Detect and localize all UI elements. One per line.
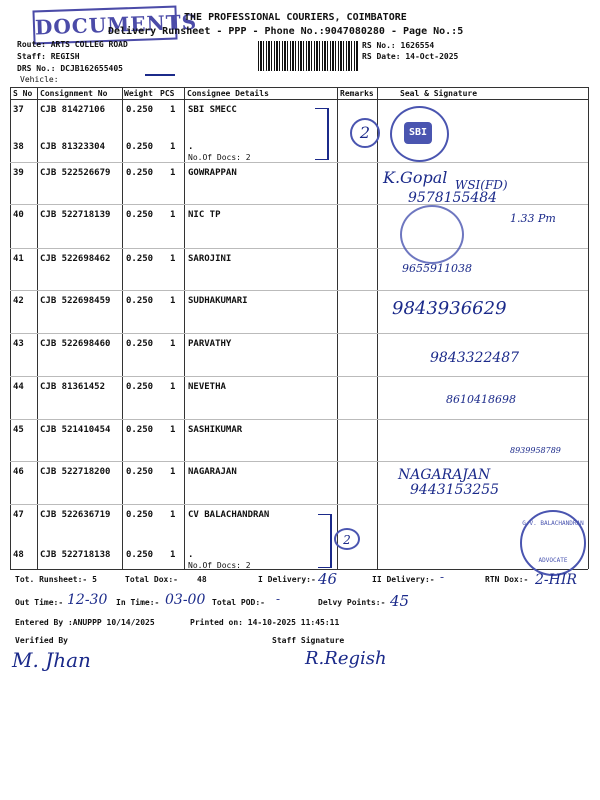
sig-43: 9843322487 <box>430 350 520 366</box>
row-consignment: CJB 521410454 <box>40 425 111 435</box>
row-sno: 37 <box>13 105 24 115</box>
row-consignee: NAGARAJAN <box>188 467 237 477</box>
row-weight: 0.250 <box>126 168 154 178</box>
row-weight: 0.250 <box>126 510 154 520</box>
row-separator <box>10 248 588 249</box>
sig-39-phone: 9578155484 <box>408 190 498 206</box>
ii-delivery-value: - <box>440 570 445 584</box>
row-weight: 0.250 <box>126 105 154 115</box>
runsheet-title: Delivery Runsheet - PPP - Phone No.:9047080280 - Page No.:5 <box>108 26 464 37</box>
row-consignment: CJB 81427106 <box>40 105 106 115</box>
row-sno: 47 <box>13 510 24 520</box>
row-weight: 0.250 <box>126 142 154 152</box>
remark-circle-2: 2 <box>334 528 360 550</box>
row-consignee: . <box>188 550 194 560</box>
row-weight: 0.250 <box>126 254 154 264</box>
row-weight: 0.250 <box>126 210 154 220</box>
row-sno: 45 <box>13 425 24 435</box>
row-consignment: CJB 522718200 <box>40 467 111 477</box>
row-sno: 40 <box>13 210 24 220</box>
row-separator <box>10 461 588 462</box>
row-separator <box>10 376 588 377</box>
row-consignment: CJB 522718138 <box>40 550 111 560</box>
printed-on: Printed on: 14-10-2025 11:45:11 <box>190 618 340 627</box>
row-consignment: CJB 522698460 <box>40 339 111 349</box>
row-pcs: 1 <box>170 382 176 392</box>
in-time-label: In Time:- <box>116 598 160 607</box>
delvy-points-value: 45 <box>390 592 410 610</box>
rtn-dox-value: 2-HIR <box>535 572 577 588</box>
row-consignee: SASHIKUMAR <box>188 425 243 435</box>
company-name: THE PROFESSIONAL COURIERS, COIMBATORE <box>184 12 407 23</box>
out-time-label: Out Time:- <box>15 598 64 607</box>
total-dox-value: 48 <box>197 575 207 584</box>
sig-40-time: 1.33 Pm <box>510 212 556 225</box>
i-delivery-value: 46 <box>318 570 338 588</box>
out-time-value: 12-30 <box>67 592 108 608</box>
verified-by: Verified By <box>15 636 68 645</box>
row-consignment: CJB 522698459 <box>40 296 111 306</box>
staff: Staff: REGISH <box>17 52 80 61</box>
sig-39-name: K.Gopal <box>383 168 448 187</box>
sig-41: 9655911038 <box>402 262 472 275</box>
rtn-dox-label: RTN Dox:- <box>485 575 529 584</box>
row-consignee: PARVATHY <box>188 339 232 349</box>
staff-signature-label: Staff Signature <box>272 636 345 645</box>
drs-no: DRS No.: DCJB162655405 <box>17 64 123 73</box>
col-sno: S No <box>13 89 33 98</box>
row-consignee: SUDHAKUMARI <box>188 296 248 306</box>
col-remarks: Remarks <box>340 89 374 98</box>
sig-42: 9843936629 <box>392 298 507 319</box>
row-pcs: 1 <box>170 425 176 435</box>
row-consignee: CV BALACHANDRAN <box>188 510 270 520</box>
row-consignment: CJB 81323304 <box>40 142 106 152</box>
row-note: No.Of Docs: 2 <box>188 561 251 570</box>
row-consignee: NEVETHA <box>188 382 226 392</box>
col-pcs: PCS <box>160 89 175 98</box>
sbi-logo: SBI <box>404 122 432 144</box>
row-separator <box>10 333 588 334</box>
in-time-value: 03-00 <box>165 592 206 608</box>
col-seal: Seal & Signature <box>400 89 478 98</box>
row-separator <box>10 162 588 163</box>
row-consignment: CJB 522698462 <box>40 254 111 264</box>
row-weight: 0.250 <box>126 339 154 349</box>
nic-seal <box>400 205 464 264</box>
row-pcs: 1 <box>170 105 176 115</box>
col-weight: Weight <box>124 89 153 98</box>
row-note: No.Of Docs: 2 <box>188 153 251 162</box>
rs-date: RS Date: 14-Oct-2025 <box>362 52 459 61</box>
row-separator <box>10 204 588 205</box>
verified-signature: M. Jhan <box>12 648 91 672</box>
row-consignee: . <box>188 142 194 152</box>
row-consignee: NIC TP <box>188 210 221 220</box>
row-consignment: CJB 522636719 <box>40 510 111 520</box>
row-pcs: 1 <box>170 339 176 349</box>
row-consignment: CJB 522526679 <box>40 168 111 178</box>
row-weight: 0.250 <box>126 382 154 392</box>
bracket-mark <box>315 108 329 160</box>
sig-45: 8939958789 <box>510 446 561 455</box>
bracket-mark-2 <box>318 514 332 568</box>
row-sno: 44 <box>13 382 24 392</box>
sbi-seal <box>390 106 449 162</box>
tot-runsheet: Tot. Runsheet:- 5 <box>15 575 97 584</box>
advocate-seal: G.V. BALACHANDRAN ADVOCATE <box>520 510 586 576</box>
row-weight: 0.250 <box>126 296 154 306</box>
row-sno: 42 <box>13 296 24 306</box>
row-consignee: GOWRAPPAN <box>188 168 237 178</box>
entered-by: Entered By :ANUPPP 10/14/2025 <box>15 618 155 627</box>
i-delivery-label: I Delivery:- <box>258 575 316 584</box>
col-consignment: Consignment No <box>40 89 108 98</box>
row-consignment: CJB 81361452 <box>40 382 106 392</box>
row-pcs: 1 <box>170 142 176 152</box>
staff-signature: R.Regish <box>305 648 387 669</box>
total-pod-value: - <box>276 592 281 606</box>
row-separator <box>10 504 588 505</box>
sig-44: 8610418698 <box>446 393 516 406</box>
row-weight: 0.250 <box>126 550 154 560</box>
row-pcs: 1 <box>170 254 176 264</box>
total-pod-label: Total POD:- <box>212 598 265 607</box>
row-sno: 38 <box>13 142 24 152</box>
row-consignee: SBI SMECC <box>188 105 237 115</box>
row-pcs: 1 <box>170 210 176 220</box>
sig-39-designation: WSI(FD) <box>455 178 508 192</box>
row-pcs: 1 <box>170 467 176 477</box>
route: Route: ARTS COLLEG ROAD <box>17 40 128 49</box>
row-pcs: 1 <box>170 510 176 520</box>
row-consignee: SAROJINI <box>188 254 232 264</box>
row-weight: 0.250 <box>126 425 154 435</box>
col-consignee: Consignee Details <box>187 89 269 98</box>
row-sno: 46 <box>13 467 24 477</box>
vehicle: Vehicle: <box>20 75 59 84</box>
row-sno: 48 <box>13 550 24 560</box>
remark-circle: 2 <box>350 118 380 148</box>
row-sno: 41 <box>13 254 24 264</box>
row-sno: 39 <box>13 168 24 178</box>
sig-46-name: NAGARAJAN <box>398 467 491 483</box>
total-dox-label: Total Dox:- <box>125 575 178 584</box>
row-consignment: CJB 522718139 <box>40 210 111 220</box>
barcode <box>258 41 358 71</box>
sig-46-phone: 9443153255 <box>410 482 500 498</box>
documents-stamp: DOCUMENTS <box>32 5 177 44</box>
delvy-points-label: Delvy Points:- <box>318 598 386 607</box>
ii-delivery-label: II Delivery:- <box>372 575 435 584</box>
row-separator <box>10 419 588 420</box>
row-pcs: 1 <box>170 168 176 178</box>
row-separator <box>10 290 588 291</box>
row-pcs: 1 <box>170 296 176 306</box>
row-pcs: 1 <box>170 550 176 560</box>
rs-no: RS No.: 1626554 <box>362 41 435 50</box>
row-sno: 43 <box>13 339 24 349</box>
pen-mark <box>145 74 175 76</box>
row-weight: 0.250 <box>126 467 154 477</box>
